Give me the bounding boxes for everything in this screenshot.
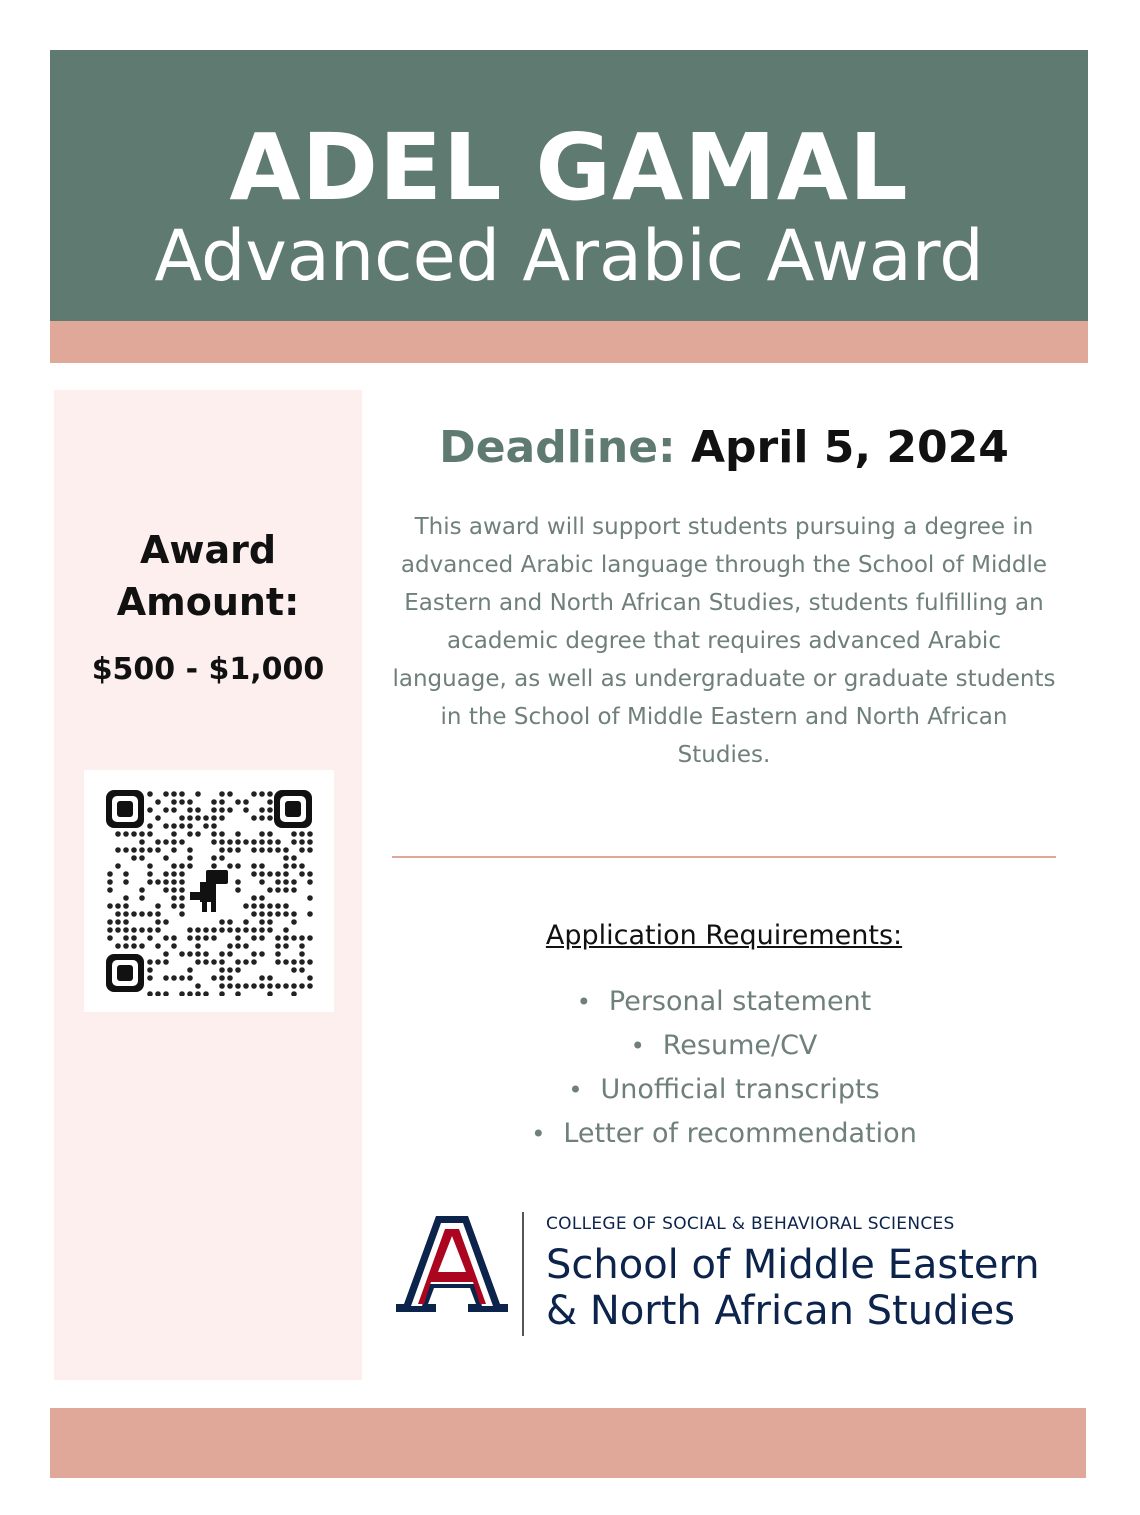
deadline-date: April 5, 2024: [690, 422, 1009, 473]
qr-code-icon: [104, 788, 314, 996]
requirements-title: Application Requirements:: [545, 920, 903, 951]
university-logo: [396, 1210, 1066, 1340]
requirements-list: [392, 980, 1056, 1156]
award-title: Advanced Arabic Award: [154, 215, 984, 297]
requirement-item: • Personal statement: [392, 980, 1056, 1024]
college-name: COLLEGE OF SOCIAL & BEHAVIORAL SCIENCES: [546, 1214, 955, 1234]
requirement-item: • Unofficial transcripts: [392, 1068, 1056, 1112]
sidebar: [54, 390, 362, 1380]
accent-band: [50, 321, 1088, 363]
award-name: ADEL GAMAL: [229, 114, 909, 221]
footer-band: [50, 1408, 1086, 1478]
university-a-icon: [396, 1214, 508, 1314]
award-description: This award will support students pursuing a degree in advanced Arabic language through the School of Middle Eastern and North African Studies, students fulfilling an academic degree that requires advanced Arabic language, as well as undergraduate or graduate students in the School of Middle Eastern and North African Studies.: [392, 514, 1056, 768]
section-divider: [392, 856, 1056, 858]
logo-divider: [522, 1212, 524, 1336]
qr-code[interactable]: [84, 770, 334, 1012]
requirement-item: • Resume/CV: [392, 1024, 1056, 1068]
deadline: [392, 420, 1056, 476]
requirement-item: • Letter of recommendation: [392, 1112, 1056, 1156]
dino-icon: [190, 870, 228, 912]
award-amount-value: $500 - $1,000: [91, 652, 325, 687]
award-amount-label: Award Amount:: [116, 528, 300, 624]
title-banner: [50, 50, 1088, 321]
school-name: School of Middle Eastern & North African Studies: [546, 1242, 1040, 1334]
deadline-label: Deadline:: [439, 422, 676, 473]
